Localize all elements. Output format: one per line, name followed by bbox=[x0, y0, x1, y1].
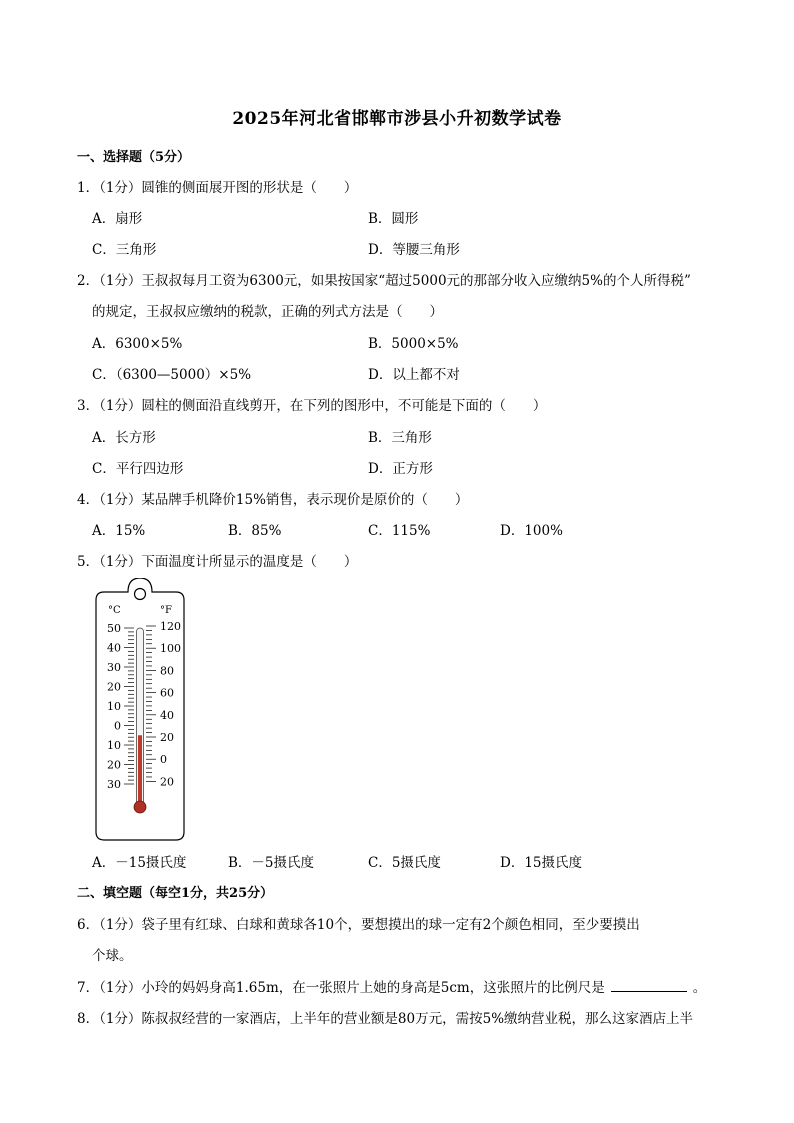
q5-option-a[interactable]: A．－15摄氏度 bbox=[92, 855, 187, 871]
celsius-tick-label: 20 bbox=[107, 758, 121, 772]
q2-option-b[interactable]: B．5000×5% bbox=[368, 336, 459, 352]
question-8-stem: 8．（1分）陈叔叔经营的一家酒店，上半年的营业额是80万元，需按5%缴纳营业税，那么这家酒店上半 bbox=[77, 1011, 694, 1027]
exam-title: 2025年河北省邯郸市涉县小升初数学试卷 bbox=[232, 109, 562, 129]
q3-option-a[interactable]: A．长方形 bbox=[92, 430, 156, 446]
question-4-stem: 4．（1分）某品牌手机降价15%销售，表示现价是原价的（ ） bbox=[77, 492, 469, 508]
q1-option-b[interactable]: B．圆形 bbox=[368, 211, 419, 227]
fahrenheit-tick-label: 120 bbox=[160, 620, 181, 633]
q3-option-c[interactable]: C．平行四边形 bbox=[92, 461, 184, 477]
section-heading-fill: 二、填空题（每空1分，共25分） bbox=[77, 886, 274, 901]
fahrenheit-tick-label: 80 bbox=[160, 664, 174, 678]
question-1-stem: 1．（1分）圆锥的侧面展开图的形状是（ ） bbox=[77, 180, 358, 196]
celsius-tick-label: 0 bbox=[114, 719, 121, 733]
q5-option-c[interactable]: C．5摄氏度 bbox=[368, 855, 441, 871]
fahrenheit-tick-label: 40 bbox=[160, 708, 174, 722]
q3-option-d[interactable]: D．正方形 bbox=[368, 461, 433, 477]
fahrenheit-unit: °F bbox=[160, 605, 172, 616]
q4-option-a[interactable]: A．15% bbox=[92, 523, 146, 539]
q4-option-d[interactable]: D．100% bbox=[500, 523, 563, 539]
q5-option-d[interactable]: D．15摄氏度 bbox=[500, 855, 583, 871]
celsius-tick-label: 10 bbox=[107, 700, 121, 713]
q2-option-a[interactable]: A．6300×5% bbox=[92, 336, 183, 352]
q4-option-c[interactable]: C．115% bbox=[368, 523, 431, 539]
q4-option-b[interactable]: B．85% bbox=[228, 523, 282, 539]
question-2-stem: 2．（1分）王叔叔每月工资为6300元，如果按国家“超过5000元的那部分收入应缴纳5%的个人所得税” bbox=[77, 273, 691, 289]
hang-hole bbox=[135, 589, 146, 600]
question-5-stem: 5．（1分）下面温度计所显示的温度是（ ） bbox=[77, 554, 358, 570]
q3-option-b[interactable]: B．三角形 bbox=[368, 430, 432, 446]
celsius-tick-label: 30 bbox=[107, 661, 121, 674]
q1-option-c[interactable]: C．三角形 bbox=[92, 242, 157, 258]
celsius-tick-label: 10 bbox=[107, 739, 121, 752]
fahrenheit-tick-label: 20 bbox=[160, 775, 174, 789]
thermometer-bulb bbox=[134, 801, 146, 813]
question-7-tail: 。 bbox=[692, 980, 707, 996]
question-3-stem: 3．（1分）圆柱的侧面沿直线剪开，在下列的图形中，不可能是下面的（ ） bbox=[77, 398, 547, 414]
q1-option-d[interactable]: D．等腰三角形 bbox=[368, 242, 460, 258]
question-6-continuation: 个球。 bbox=[92, 948, 133, 964]
question-2-continuation: 的规定，王叔叔应缴纳的税款，正确的列式方法是（ ） bbox=[92, 304, 443, 320]
thermometer-figure bbox=[94, 578, 186, 846]
fahrenheit-tick-label: 60 bbox=[160, 686, 174, 700]
celsius-tick-label: 40 bbox=[107, 641, 121, 655]
celsius-tick-label: 50 bbox=[107, 622, 121, 635]
q2-option-c[interactable]: C．（6300—5000）×5% bbox=[92, 367, 252, 383]
q2-option-d[interactable]: D．以上都不对 bbox=[368, 367, 460, 383]
answer-blank[interactable] bbox=[611, 979, 687, 992]
question-6-stem: 6．（1分）袋子里有红球、白球和黄球各10个，要想摸出的球一定有2个颜色相同，至少要摸出 bbox=[77, 917, 640, 933]
question-7-stem: 7．（1分）小玲的妈妈身高1.65m，在一张照片上她的身高是5cm，这张照片的比例尺是 bbox=[77, 980, 605, 996]
fahrenheit-tick-label: 100 bbox=[160, 642, 181, 656]
fahrenheit-tick-label: 20 bbox=[160, 731, 174, 744]
q5-option-b[interactable]: B．－5摄氏度 bbox=[228, 855, 315, 871]
celsius-tick-label: 20 bbox=[107, 680, 121, 694]
question-7-line bbox=[77, 976, 737, 996]
mercury-column bbox=[138, 735, 142, 807]
section-heading-choice: 一、选择题（5分） bbox=[77, 150, 191, 165]
fahrenheit-tick-label: 0 bbox=[160, 753, 167, 767]
q1-option-a[interactable]: A．扇形 bbox=[92, 211, 143, 227]
celsius-tick-label: 30 bbox=[107, 778, 121, 791]
celsius-unit: °C bbox=[108, 605, 121, 616]
